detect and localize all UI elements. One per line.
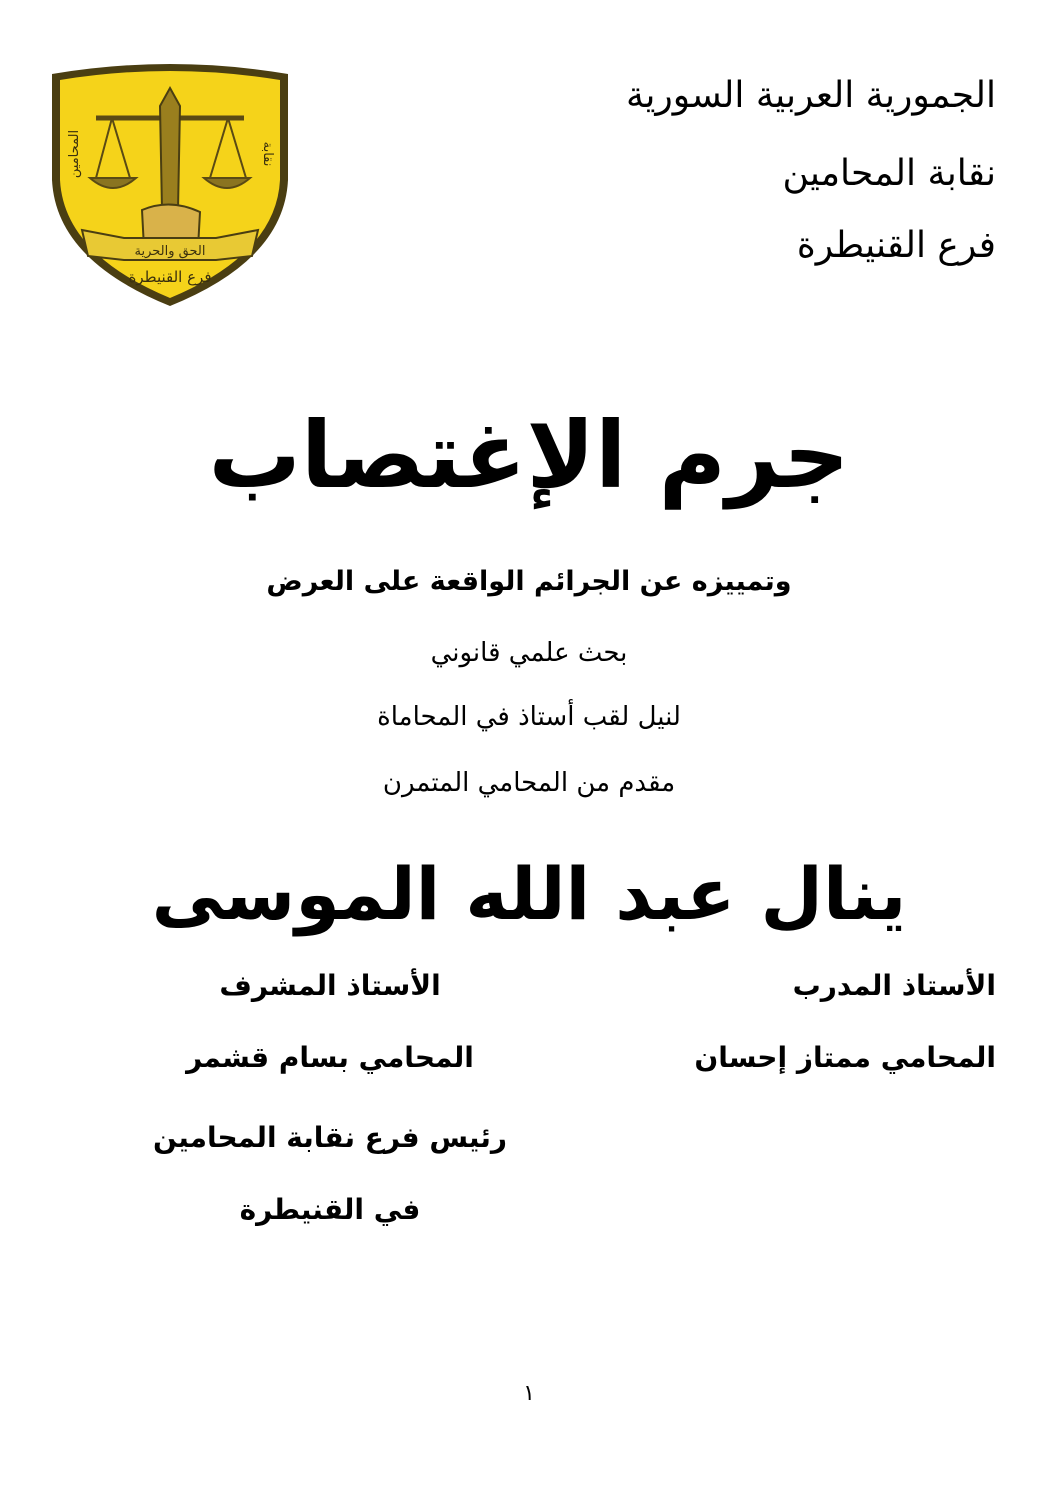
supervisor-role: رئيس فرع نقابة المحامين xyxy=(153,1121,507,1154)
author-name: ينال عبد الله الموسى xyxy=(151,852,907,936)
syndicate-logo xyxy=(38,60,302,312)
document-title: جرم الإغتصاب xyxy=(208,402,850,509)
logo-right-text: نقابة xyxy=(260,141,275,167)
document-type: بحث علمي قانوني xyxy=(430,638,628,668)
logo-motto: الحق والحرية xyxy=(134,244,206,259)
header-syndicate: نقابة المحامين xyxy=(782,153,996,194)
supervisor-role-location: في القنيطرة xyxy=(239,1193,421,1226)
header-country: الجمورية العربية السورية xyxy=(626,75,996,116)
logo-branch-label: فرع القنيطرة xyxy=(128,268,212,286)
shield-emblem-icon xyxy=(38,60,302,312)
document-subtitle: وتمييزه عن الجرائم الواقعة على العرض xyxy=(266,566,792,597)
presented-by: مقدم من المحامي المتمرن xyxy=(382,768,676,798)
header-branch: فرع القنيطرة xyxy=(796,225,996,266)
document-purpose: لنيل لقب أستاذ في المحاماة xyxy=(377,702,681,732)
trainer-label: الأستاذ المدرب xyxy=(792,969,996,1002)
page-number: ١ xyxy=(523,1381,535,1406)
logo-left-text: المحامين xyxy=(67,129,82,179)
supervisor-label: الأستاذ المشرف xyxy=(219,969,441,1002)
trainer-name: المحامي ممتاز إحسان xyxy=(694,1041,996,1074)
supervisor-name: المحامي بسام قشمر xyxy=(186,1041,474,1074)
